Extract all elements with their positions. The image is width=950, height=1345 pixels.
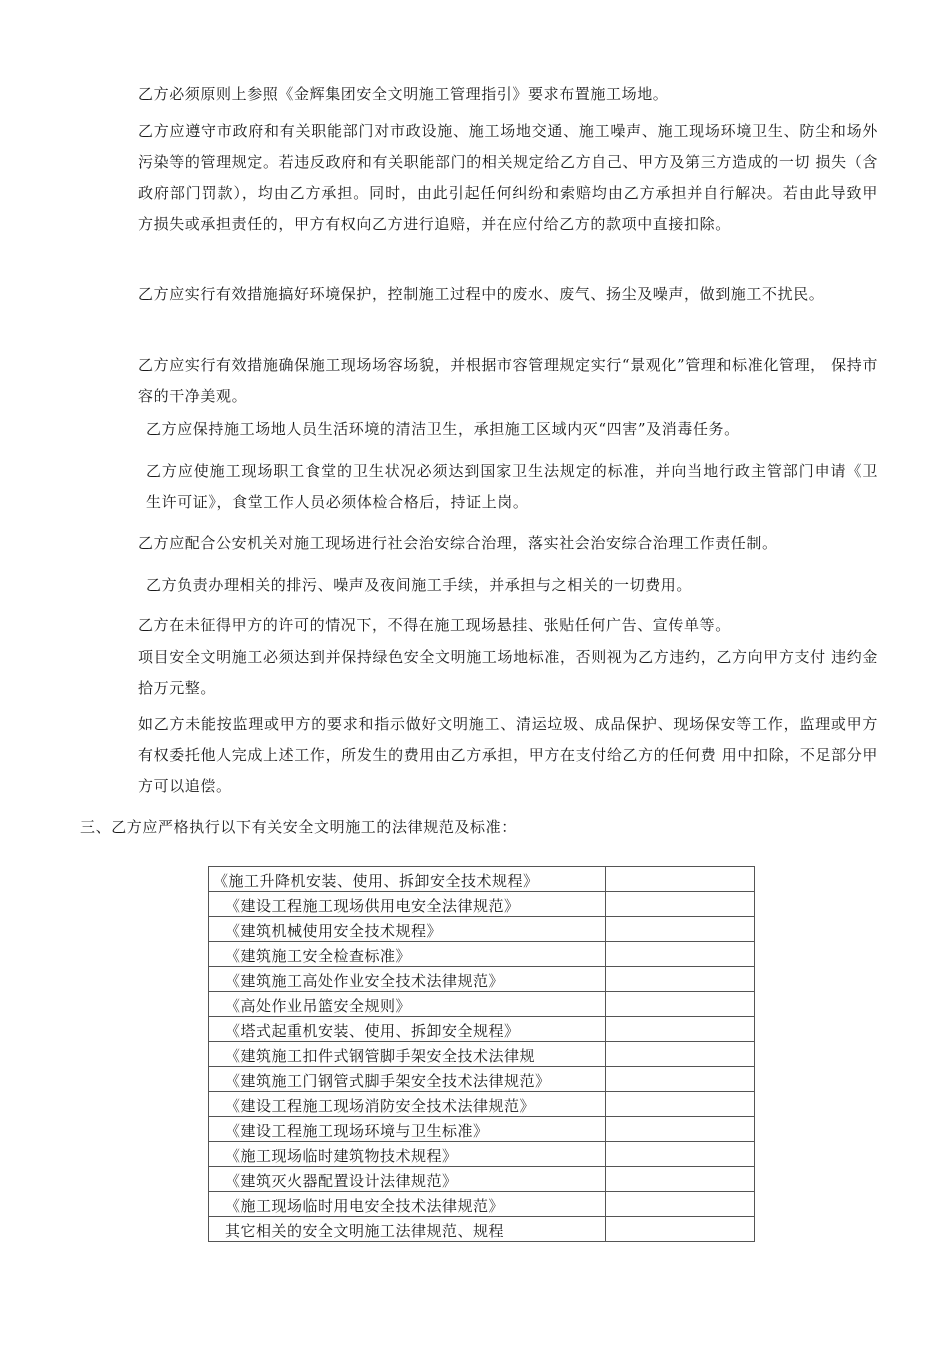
standard-name: 《塔式起重机安装、使用、拆卸安全规程》 (209, 1017, 606, 1042)
paragraph-permits: 乙方负责办理相关的排污、噪声及夜间施工手续，并承担与之相关的一切费用。 (146, 576, 693, 594)
standard-name: 《建设工程施工现场供用电安全法律规范》 (209, 892, 606, 917)
standard-name: 《建设工程施工现场消防安全技术法律规范》 (209, 1092, 606, 1117)
standard-name: 《建设工程施工现场环境与卫生标准》 (209, 1117, 606, 1142)
empty-cell (606, 1042, 755, 1067)
standard-name: 《建筑施工扣件式钢管脚手架安全技术法律规 (209, 1042, 606, 1067)
table-row (209, 1017, 755, 1042)
empty-cell (606, 1142, 755, 1167)
empty-cell (606, 992, 755, 1017)
empty-cell (606, 867, 755, 892)
empty-cell (606, 942, 755, 967)
empty-cell (606, 1067, 755, 1092)
standard-name: 《施工升降机安装、使用、拆卸安全技术规程》 (209, 867, 606, 892)
standards-table (208, 866, 755, 1242)
paragraph-canteen: 乙方应使施工现场职工食堂的卫生状况必须达到国家卫生法规定的标准，并向当地行政主管部门申请《卫生许可证》，食堂工作人员必须体检合格后，持证上岗。 (146, 462, 878, 511)
table-row (209, 942, 755, 967)
standard-name: 《建筑机械使用安全技术规程》 (209, 917, 606, 942)
standard-name: 《建筑施工安全检查标准》 (209, 942, 606, 967)
empty-cell (606, 917, 755, 942)
empty-cell (606, 1167, 755, 1192)
table-row (209, 1142, 755, 1167)
standard-name: 《施工现场临时用电安全技术法律规范》 (209, 1192, 606, 1217)
standard-name: 《建筑灭火器配置设计法律规范》 (209, 1167, 606, 1192)
empty-cell (606, 1192, 755, 1217)
paragraph-environment: 乙方应实行有效措施搞好环境保护，控制施工过程中的废水、废气、扬尘及噪声，做到施工不扰民。 (138, 285, 825, 303)
paragraph-public-security: 乙方应配合公安机关对施工现场进行社会治安综合治理，落实社会治安综合治理工作责任制。 (138, 534, 778, 552)
standard-name: 其它相关的安全文明施工法律规范、规程 (209, 1217, 606, 1242)
table-row (209, 867, 755, 892)
standard-name: 《施工现场临时建筑物技术规程》 (209, 1142, 606, 1167)
empty-cell (606, 1092, 755, 1117)
standard-name: 《建筑施工高处作业安全技术法律规范》 (209, 967, 606, 992)
paragraph-penalty: 项目安全文明施工必须达到并保持绿色安全文明施工场地标准，否则视为乙方违约，乙方向甲方支付 违约金拾万元整。 (138, 648, 878, 697)
table-row (209, 1192, 755, 1217)
table-row (209, 1117, 755, 1142)
paragraph-municipal-rules: 乙方应遵守市政府和有关职能部门对市政设施、施工场地交通、施工噪声、施工现场环境卫生、防尘和场外污染等的管理规定。若违反政府和有关职能部门的相关规定给乙方自己、甲方及第三方造成的一切 损失（含政府部门罚款），均由乙方承担。同时，由此引起任何纠纷和索赔均由乙方承担并自行解决。若由此导致甲方损失或承担责任的，甲方有权向乙方进行追赔，并在应付给乙方的款项中直接扣除。 (138, 122, 878, 233)
table-row (209, 917, 755, 942)
table-row (209, 992, 755, 1017)
paragraph-hygiene: 乙方应保持施工场地人员生活环境的清洁卫生，承担施工区域内灭“四害”及消毒任务。 (146, 420, 740, 438)
empty-cell (606, 1017, 755, 1042)
table-row (209, 1042, 755, 1067)
paragraph-site-layout: 乙方必须原则上参照《金辉集团安全文明施工管理指引》要求布置施工场地。 (138, 85, 669, 103)
section-heading: 三、乙方应严格执行以下有关安全文明施工的法律规范及标准： (80, 818, 517, 836)
table-row (209, 1217, 755, 1242)
paragraph-supervision: 如乙方未能按监理或甲方的要求和指示做好文明施工、清运垃圾、成品保护、现场保安等工作，监理或甲方有权委托他人完成上述工作，所发生的费用由乙方承担，甲方在支付给乙方的任何费 用中扣除，不足部分甲方可以追偿。 (138, 715, 878, 795)
empty-cell (606, 1117, 755, 1142)
table-row (209, 1067, 755, 1092)
standard-name: 《建筑施工门钢管式脚手架安全技术法律规范》 (209, 1067, 606, 1092)
table-row (209, 1167, 755, 1192)
table-row (209, 1092, 755, 1117)
empty-cell (606, 1217, 755, 1242)
standard-name: 《高处作业吊篮安全规则》 (209, 992, 606, 1017)
table-row (209, 892, 755, 917)
empty-cell (606, 967, 755, 992)
paragraph-advertising: 乙方在未征得甲方的许可的情况下，不得在施工现场悬挂、张贴任何广告、宣传单等。 (138, 616, 731, 634)
empty-cell (606, 892, 755, 917)
paragraph-site-appearance: 乙方应实行有效措施确保施工现场场容场貌，并根据市容管理规定实行“景观化”管理和标准化管理， 保持市容的干净美观。 (138, 356, 878, 405)
table-row (209, 967, 755, 992)
